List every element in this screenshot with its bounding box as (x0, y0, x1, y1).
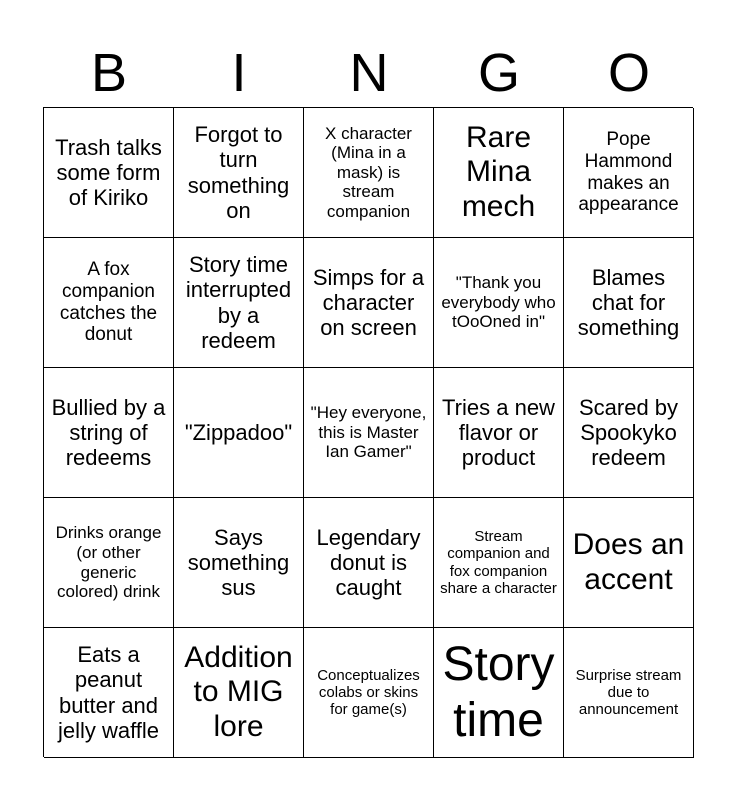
bingo-cell-r4c5[interactable] (564, 498, 694, 628)
cell-text: Does an accent (572, 528, 685, 596)
bingo-cell-r2c1[interactable] (44, 238, 174, 368)
bingo-header (44, 40, 694, 106)
bingo-cell-r1c2[interactable] (174, 108, 304, 238)
bingo-cell-r3c4[interactable] (434, 368, 564, 498)
cell-text: Eats a peanut butter and jelly waffle (57, 641, 160, 743)
cell-text: Stream companion and fox companion share a character (440, 528, 557, 597)
bingo-cell-r1c1[interactable] (44, 108, 174, 238)
cell-text: Conceptualizes colabs or skins for game(s) (317, 666, 420, 719)
bingo-cell-r4c3[interactable] (304, 498, 434, 628)
header-letter-o: O (607, 43, 650, 103)
header-letter-g: G (477, 43, 520, 103)
bingo-cell-r3c1[interactable] (44, 368, 174, 498)
bingo-cell-r3c3[interactable] (304, 368, 434, 498)
bingo-cell-r4c2[interactable] (174, 498, 304, 628)
cell-text: Pope Hammond makes an appearance (578, 128, 679, 216)
bingo-cell-r1c5[interactable] (564, 108, 694, 238)
cell-text: Addition to MIG lore (184, 640, 293, 743)
cell-text: Forgot to turn something on (187, 121, 290, 223)
bingo-cell-r3c5[interactable] (564, 368, 694, 498)
cell-text: Simps for a character on screen (312, 264, 425, 341)
bingo-cell-r4c1[interactable] (44, 498, 174, 628)
cell-text: Story time interrupted by a redeem (185, 251, 292, 353)
cell-text: Blames chat for something (577, 264, 680, 341)
bingo-cell-r1c4[interactable] (434, 108, 564, 238)
cell-text: "Thank you everybody who tOoOned in" (441, 273, 556, 332)
cell-text: Surprise stream due to announcement (575, 666, 682, 719)
cell-text: "Zippadoo" (184, 419, 293, 445)
cell-text: Story time (442, 638, 555, 747)
bingo-cell-r4c4[interactable] (434, 498, 564, 628)
cell-text: Trash talks some form of Kiriko (55, 134, 162, 211)
bingo-cell-r5c5[interactable] (564, 628, 694, 758)
bingo-cell-r5c1[interactable] (44, 628, 174, 758)
cell-text: Says something sus (187, 524, 290, 601)
bingo-cell-r2c2[interactable] (174, 238, 304, 368)
bingo-cell-r5c4[interactable] (434, 628, 564, 758)
cell-text: Legendary donut is caught (316, 524, 421, 601)
cell-text: A fox companion catches the donut (59, 258, 158, 346)
bingo-cell-r5c2[interactable] (174, 628, 304, 758)
bingo-cell-r2c4[interactable] (434, 238, 564, 368)
cell-text: Tries a new flavor or product (442, 394, 555, 471)
cell-text: Rare Mina mech (461, 120, 536, 223)
bingo-board (43, 107, 693, 757)
cell-text: "Hey everyone, this is Master Ian Gamer" (310, 403, 427, 462)
header-letter-n: N (349, 43, 389, 103)
bingo-cell-r3c2[interactable] (174, 368, 304, 498)
cell-text: X character (Mina in a mask) is stream companion (325, 123, 412, 221)
header-letter-i: I (231, 43, 247, 103)
bingo-cell-r2c3[interactable] (304, 238, 434, 368)
bingo-cell-r5c3[interactable] (304, 628, 434, 758)
header-letter-b: B (90, 43, 128, 103)
cell-text: Scared by Spookyko redeem (578, 394, 679, 471)
cell-text: Drinks orange (or other generic colored) drink (55, 523, 162, 602)
bingo-cell-r2c5[interactable] (564, 238, 694, 368)
bingo-cell-r1c3[interactable] (304, 108, 434, 238)
cell-text: Bullied by a string of redeems (51, 394, 166, 471)
